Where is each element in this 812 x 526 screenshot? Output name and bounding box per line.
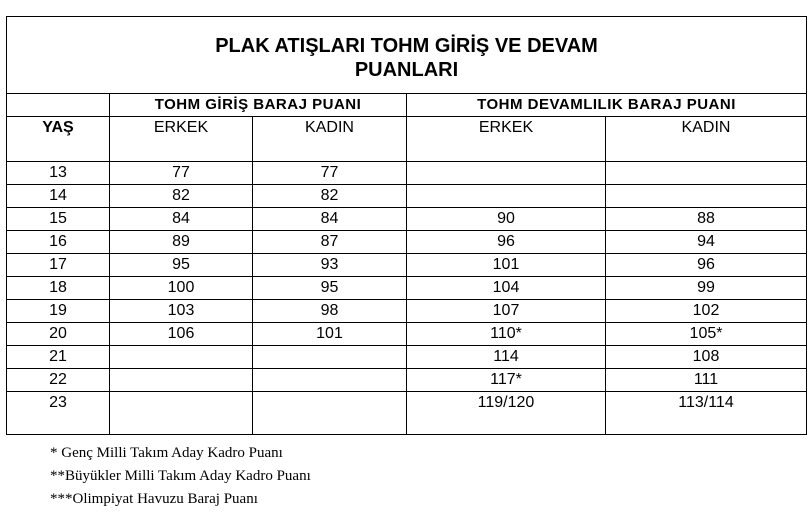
entry-male-cell: 77 xyxy=(110,162,253,185)
entry-male-header xyxy=(110,117,253,162)
continue-female-cell: 96 xyxy=(606,254,807,277)
table-title-line1: PLAK ATIŞLARI TOHM GİRİŞ VE DEVAM xyxy=(215,35,598,57)
continue-male-cell xyxy=(407,185,606,208)
continue-male-cell: 90 xyxy=(407,208,606,231)
continue-female-cell: 99 xyxy=(606,277,807,300)
age-column-header: YAŞ xyxy=(7,117,110,162)
empty-header-cell xyxy=(7,94,110,117)
entry-female-cell: 87 xyxy=(253,231,407,254)
entry-female-cell: 101 xyxy=(253,323,407,346)
entry-female-cell: 95 xyxy=(253,277,407,300)
continue-male-cell: 110* xyxy=(407,323,606,346)
entry-male-cell: 82 xyxy=(110,185,253,208)
table-title-line2: PUANLARI xyxy=(354,59,459,81)
continue-male-cell: 104 xyxy=(407,277,606,300)
entry-female-cell xyxy=(253,369,407,392)
table-row xyxy=(7,277,807,300)
score-table xyxy=(6,16,807,435)
table-row xyxy=(7,323,807,346)
continue-female-cell: 105* xyxy=(606,323,807,346)
continue-female-header: KADIN xyxy=(606,117,807,162)
entry-female-header: KADIN xyxy=(253,117,407,162)
continue-male-cell: 117* xyxy=(407,369,606,392)
age-cell: 21 xyxy=(7,346,110,369)
age-cell: 23 xyxy=(7,392,110,435)
continue-male-header: ERKEK xyxy=(407,117,606,162)
table-row xyxy=(7,300,807,323)
age-cell: 20 xyxy=(7,323,110,346)
entry-male-header-text: ERKEK xyxy=(153,119,209,136)
table-title xyxy=(7,17,807,94)
table-row xyxy=(7,254,807,277)
continue-male-cell: 96 xyxy=(407,231,606,254)
continue-male-cell: 107 xyxy=(407,300,606,323)
continue-female-cell xyxy=(606,162,807,185)
entry-female-cell: 82 xyxy=(253,185,407,208)
score-table-container xyxy=(6,16,806,435)
continue-female-cell: 94 xyxy=(606,231,807,254)
continue-female-cell: 113/114 xyxy=(606,392,807,435)
entry-male-cell: 106 xyxy=(110,323,253,346)
entry-male-cell xyxy=(110,346,253,369)
age-cell: 13 xyxy=(7,162,110,185)
entry-male-cell xyxy=(110,369,253,392)
entry-male-cell: 95 xyxy=(110,254,253,277)
age-cell: 16 xyxy=(7,231,110,254)
entry-male-cell: 89 xyxy=(110,231,253,254)
table-row xyxy=(7,346,807,369)
entry-male-cell: 103 xyxy=(110,300,253,323)
table-row xyxy=(7,231,807,254)
footnote-senior: **Büyükler Milli Takım Aday Kadro Puanı xyxy=(50,468,311,484)
entry-female-cell xyxy=(253,346,407,369)
table-row xyxy=(7,369,807,392)
entry-female-cell: 98 xyxy=(253,300,407,323)
age-cell: 19 xyxy=(7,300,110,323)
continue-female-cell: 102 xyxy=(606,300,807,323)
entry-female-cell: 77 xyxy=(253,162,407,185)
entry-female-cell: 93 xyxy=(253,254,407,277)
entry-male-cell: 100 xyxy=(110,277,253,300)
entry-male-cell: 84 xyxy=(110,208,253,231)
continue-female-cell: 88 xyxy=(606,208,807,231)
continue-male-cell: 114 xyxy=(407,346,606,369)
table-row xyxy=(7,392,807,435)
footnote-olympic: ***Olimpiyat Havuzu Baraj Puanı xyxy=(50,491,258,507)
continue-male-cell xyxy=(407,162,606,185)
continue-male-cell: 101 xyxy=(407,254,606,277)
continue-female-cell: 108 xyxy=(606,346,807,369)
table-row xyxy=(7,185,807,208)
age-cell: 22 xyxy=(7,369,110,392)
entry-group-header: TOHM GİRİŞ BARAJ PUANI xyxy=(110,94,407,117)
entry-male-cell xyxy=(110,392,253,435)
table-row xyxy=(7,162,807,185)
continue-group-header: TOHM DEVAMLILIK BARAJ PUANI xyxy=(407,94,807,117)
continue-male-cell: 119/120 xyxy=(407,392,606,435)
entry-female-cell: 84 xyxy=(253,208,407,231)
table-row xyxy=(7,208,807,231)
entry-female-cell xyxy=(253,392,407,435)
age-cell: 17 xyxy=(7,254,110,277)
footnote-junior: * Genç Milli Takım Aday Kadro Puanı xyxy=(50,445,283,461)
age-cell: 18 xyxy=(7,277,110,300)
continue-female-cell xyxy=(606,185,807,208)
footnotes xyxy=(50,442,311,511)
continue-female-cell: 111 xyxy=(606,369,807,392)
age-cell: 15 xyxy=(7,208,110,231)
age-cell: 14 xyxy=(7,185,110,208)
